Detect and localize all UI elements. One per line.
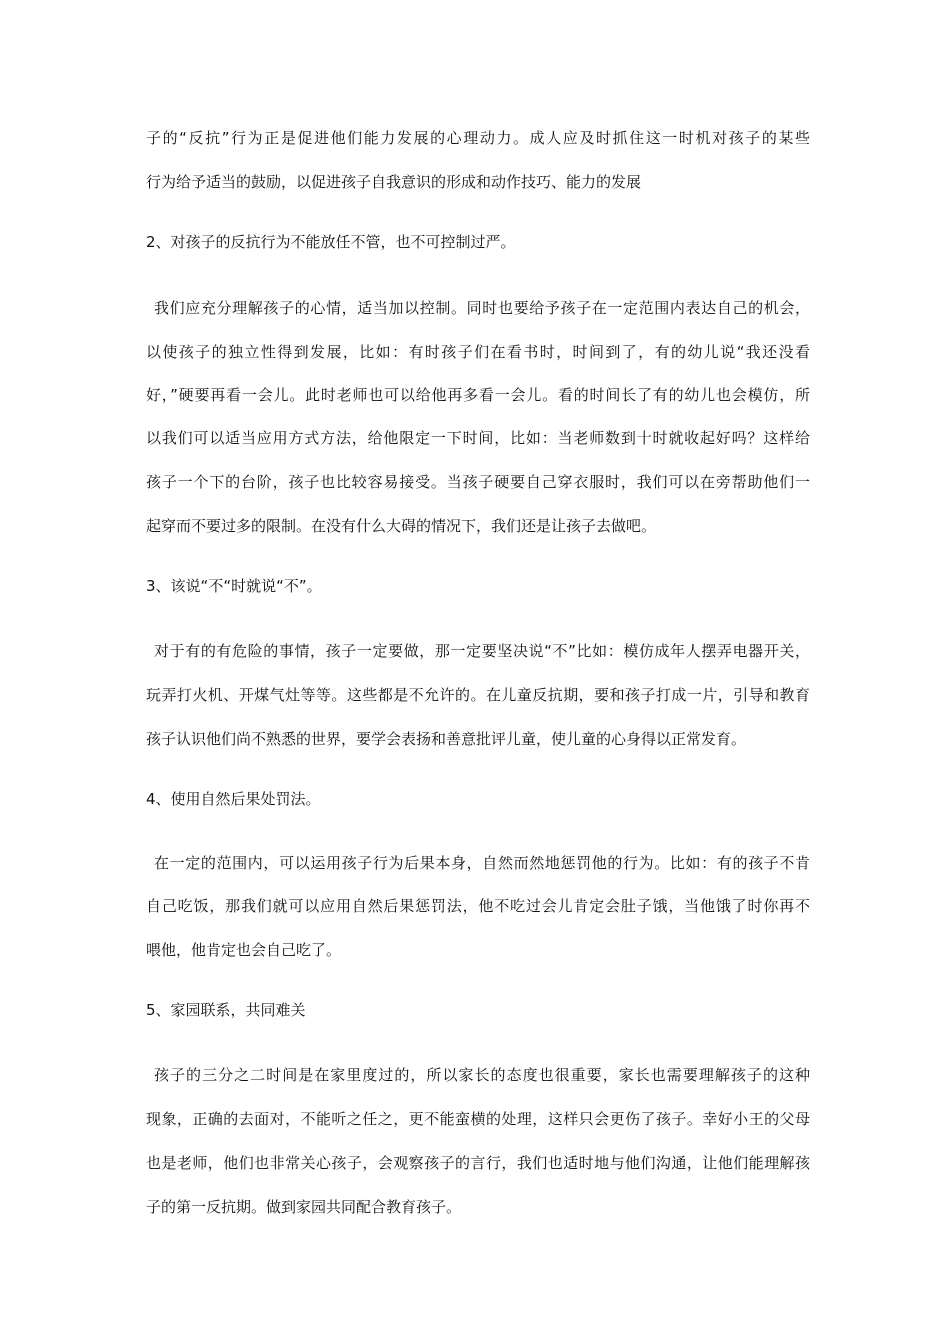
paragraph-line: 以我们可以适当应用方式方法，给他限定一下时间，比如：当老师数到十时就收起好吗？这样给 — [146, 429, 810, 447]
section-heading: 2、对孩子的反抗行为不能放任不管，也不可控制过严。 — [146, 233, 516, 251]
section-heading: 5、家园联系，共同难关 — [146, 1001, 306, 1019]
paragraph-line: 孩子认识他们尚不熟悉的世界，要学会表扬和善意批评儿童，使儿童的心身得以正常发育。 — [146, 730, 747, 748]
paragraph-line: 喂他，他肯定也会自己吃了。 — [146, 941, 342, 959]
paragraph-line: 在一定的范围内，可以运用孩子行为后果本身，自然而然地惩罚他的行为。比如：有的孩子不肯 — [154, 854, 810, 872]
section-heading: 3、该说“不“时就说“不”。 — [146, 577, 322, 595]
paragraph-line: 好，”硬要再看一会儿。此时老师也可以给他再多看一会儿。看的时间长了有的幼儿也会模仿，所 — [146, 386, 810, 404]
paragraph-line: 孩子一个下的台阶，孩子也比较容易接受。当孩子硬要自己穿衣服时，我们可以在旁帮助他们一 — [146, 473, 810, 491]
paragraph-line: 玩弄打火机、开煤气灶等等。这些都是不允许的。在儿童反抗期，要和孩子打成一片，引导和教育 — [146, 686, 810, 704]
paragraph-line: 也是老师，他们也非常关心孩子，会观察孩子的言行，我们也适时地与他们沟通，让他们能理解孩 — [146, 1154, 810, 1172]
paragraph-line: 现象，正确的去面对，不能听之任之，更不能蛮横的处理，这样只会更伤了孩子。幸好小王的父母 — [146, 1110, 810, 1128]
paragraph-line: 行为给予适当的鼓励，以促进孩子自我意识的形成和动作技巧、能力的发展 — [146, 173, 642, 191]
paragraph-line: 对于有的有危险的事情，孩子一定要做，那一定要坚决说“不”比如：模仿成年人摆弄电器开关， — [154, 642, 810, 660]
section-heading: 4、使用自然后果处罚法。 — [146, 790, 321, 808]
paragraph-line: 起穿而不要过多的限制。在没有什么大碍的情况下，我们还是让孩子去做吧。 — [146, 517, 657, 535]
paragraph-line: 子的“反抗”行为正是促进他们能力发展的心理动力。成人应及时抓住这一时机对孩子的某些 — [146, 129, 810, 147]
paragraph-line: 子的第一反抗期。做到家园共同配合教育孩子。 — [146, 1198, 462, 1216]
paragraph-line: 以使孩子的独立性得到发展，比如：有时孩子们在看书时，时间到了，有的幼儿说“我还没看 — [146, 343, 810, 361]
paragraph-line: 孩子的三分之二时间是在家里度过的，所以家长的态度也很重要，家长也需要理解孩子的这种 — [154, 1066, 810, 1084]
paragraph-line: 自己吃饭，那我们就可以应用自然后果惩罚法，他不吃过会儿肯定会肚子饿，当他饿了时你再不 — [146, 897, 810, 915]
paragraph-line: 我们应充分理解孩子的心情，适当加以控制。同时也要给予孩子在一定范围内表达自己的机会， — [154, 299, 810, 317]
